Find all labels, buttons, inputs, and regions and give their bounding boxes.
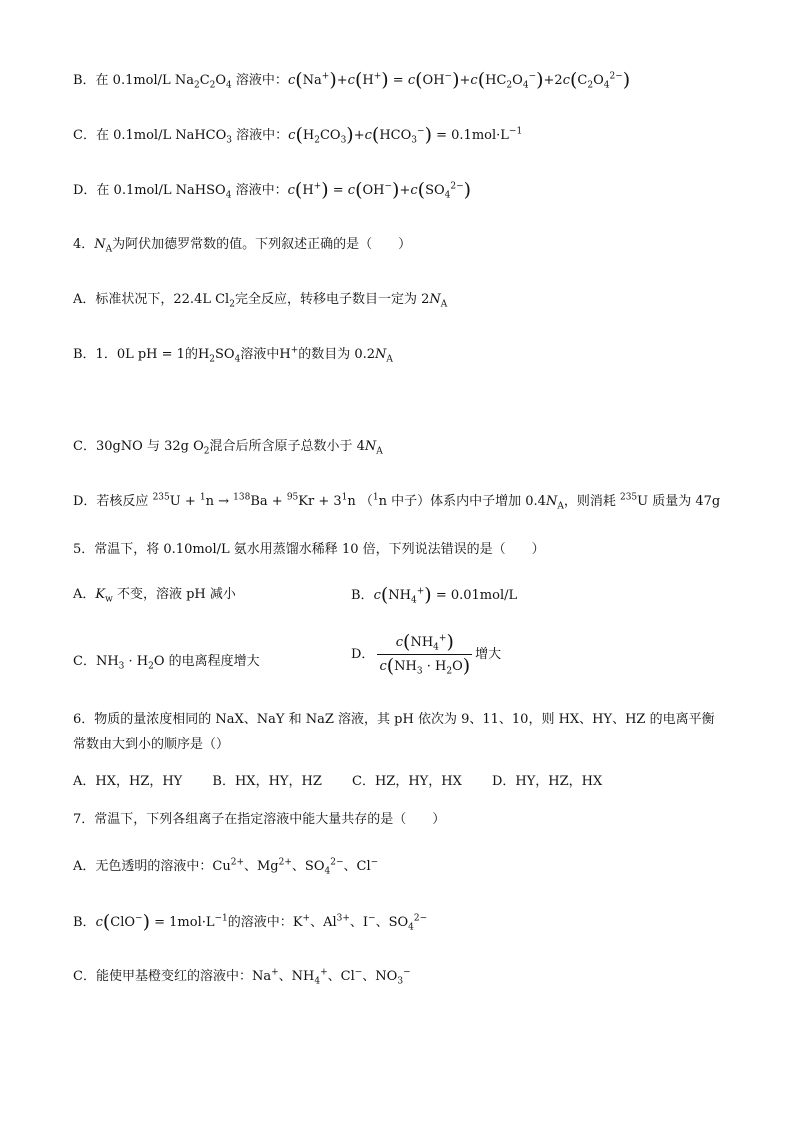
- ammonium-ratio-fraction: $\frac{c(NH_4^+)}{c(NH_3 \cdot H_2O)}$: [379, 631, 471, 677]
- q7-option-b: B．$c(ClO^-) = 1mol\cdot L^{-1}$的溶液中：K+、$Al^{3+}$、I−、$SO_4^{2-}$: [73, 911, 428, 933]
- q5-option-d: D． $\frac{c(NH_4^+)}{c(NH_3 \cdot H_2O)}$ 增大: [351, 631, 502, 677]
- q5-option-b: B．$c(NH_4^+) = 0.01mol/L$: [351, 584, 518, 606]
- q7-stem: 7．常温下，下列各组离子在指定溶液中能大量共存的是（ ）: [73, 812, 446, 827]
- q7-option-a: A．无色透明的溶液中：$Cu^{2+}$、$Mg^{2+}$、$SO_4^{2-}$、Cl−: [73, 857, 379, 877]
- q5-option-c: C．$NH_3 \cdot H_2O$ 的电离程度增大: [73, 654, 260, 672]
- q3-option-c: C．在 0.1mol/L NaHCO$_3$ 溶液中：$c(H_2CO_3)+c(HCO_3^-) = 0.1mol\cdot L^{-1}$: [73, 124, 523, 146]
- q4-option-c: C．30gNO 与 32g $O_2$混合后所含原子总数小于 $4N_A$: [73, 439, 383, 457]
- q6-option-d: D．HY，HZ，HX: [491, 774, 603, 789]
- q5-option-a: A．$K_w$ 不变，溶液 pH 减小: [73, 587, 236, 605]
- q6-stem-line2: 常数由大到小的顺序是（）: [73, 737, 230, 752]
- q6-option-b: B．HX，HY，HZ: [212, 774, 322, 789]
- q3-option-d: D．在 0.1mol/L NaHSO$_4$ 溶液中：$c(H^+) = c(OH^-)+c(SO_4^{2-})$: [73, 179, 472, 201]
- q4-option-b: B．1．0L pH = 1的$H_2SO_4$溶液中H+的数目为 $0.2N_A$: [73, 345, 393, 365]
- q6-options: [73, 772, 628, 792]
- q4-option-d: D．若核反应 $^{235}U + ^1n \to ^{138}Ba + ^{95}Kr + 3^1n$ （$^1$n 中子）体系内中子增加 $0.4N_A$，则消耗 $^{235}$U 质量为 47g: [73, 492, 721, 512]
- q7-option-c: C．能使甲基橙变红的溶液中：Na+、$NH_4^+$、Cl−、$NO_3^-$: [73, 967, 411, 987]
- q6-option-c: C．HZ，HY，HX: [352, 774, 462, 789]
- q6-option-a: A．HX，HZ，HY: [73, 774, 183, 789]
- q3-option-b: B．在 0.1mol/L $Na_2C_2O_4$ 溶液中：$c(Na^+)+c(H^+) = c(OH^-)+c(HC_2O_4^-)+2c(C_2O_4^{2-})$: [73, 69, 631, 91]
- q4-stem: 4．$N_A$为阿伏加德罗常数的值。下列叙述正确的是（ ）: [73, 237, 412, 255]
- q5-stem: 5．常温下，将 0.10mol/L 氨水用蒸馏水稀释 10 倍，下列说法错误的是（ ）: [73, 542, 545, 557]
- q4-option-a: A．标准状况下，22.4L $Cl_2$完全反应，转移电子数目一定为 $2N_A$: [73, 292, 448, 310]
- q6-stem-line1: 6．物质的量浓度相同的 NaX、NaY 和 NaZ 溶液，其 pH 依次为 9、11、10，则 HX、HY、HZ 的电离平衡: [73, 712, 715, 727]
